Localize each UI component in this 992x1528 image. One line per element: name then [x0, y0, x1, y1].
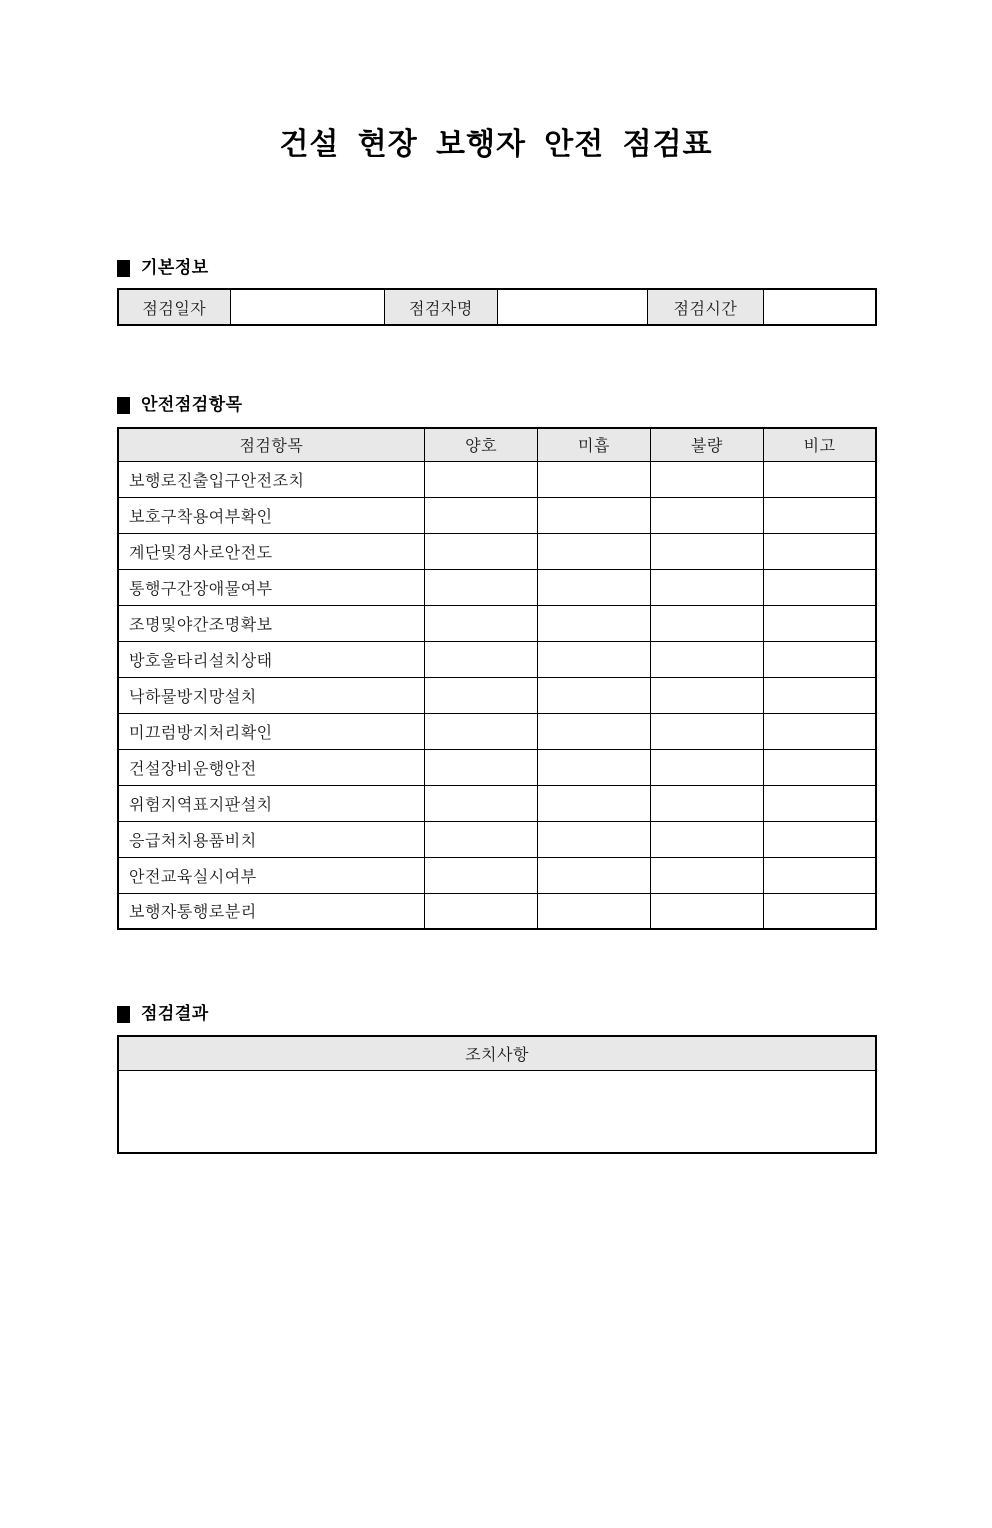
- column-header-item: 점검항목: [118, 428, 424, 461]
- checklist-mark-cell-defective[interactable]: [650, 569, 764, 605]
- section-heading-label: 안전점검항목: [141, 395, 243, 414]
- checklist-mark-cell-good[interactable]: [424, 857, 538, 893]
- checklist-row: [118, 497, 876, 533]
- checklist-mark-cell-remarks[interactable]: [764, 713, 876, 749]
- checklist-row: [118, 857, 876, 893]
- checklist-mark-cell-remarks[interactable]: [764, 749, 876, 785]
- checklist-mark-cell-good[interactable]: [424, 497, 538, 533]
- checklist-mark-cell-defective[interactable]: [650, 605, 764, 641]
- checklist-row: [118, 533, 876, 569]
- checklist-row: [118, 605, 876, 641]
- checklist-mark-cell-defective[interactable]: [650, 857, 764, 893]
- checklist-row: [118, 569, 876, 605]
- page-title: 건설 현장 보행자 안전 점검표: [279, 128, 713, 161]
- document-page: [0, 125, 992, 1528]
- checklist-mark-cell-defective[interactable]: [650, 749, 764, 785]
- safety-checklist-table: [117, 427, 877, 930]
- checklist-mark-cell-insufficient[interactable]: [538, 893, 650, 929]
- square-bullet-icon: [117, 397, 130, 414]
- result-body-row: [118, 1070, 876, 1153]
- column-header-remarks: 비고: [764, 428, 876, 461]
- section-heading-label: 기본정보: [141, 258, 209, 277]
- checklist-mark-cell-good[interactable]: [424, 533, 538, 569]
- checklist-mark-cell-insufficient[interactable]: [538, 641, 650, 677]
- checklist-mark-cell-insufficient[interactable]: [538, 605, 650, 641]
- checklist-mark-cell-insufficient[interactable]: [538, 497, 650, 533]
- checklist-body: [118, 461, 876, 929]
- checklist-mark-cell-insufficient[interactable]: [538, 677, 650, 713]
- section-heading-checklist: [117, 393, 877, 417]
- checklist-item-label: 위험지역표지판설치: [118, 785, 424, 821]
- checklist-mark-cell-defective[interactable]: [650, 713, 764, 749]
- checklist-item-label: 낙하물방지망설치: [118, 677, 424, 713]
- checklist-mark-cell-good[interactable]: [424, 713, 538, 749]
- checklist-mark-cell-good[interactable]: [424, 641, 538, 677]
- checklist-mark-cell-remarks[interactable]: [764, 605, 876, 641]
- checklist-mark-cell-remarks[interactable]: [764, 461, 876, 497]
- square-bullet-icon: [117, 1006, 130, 1023]
- checklist-mark-cell-defective[interactable]: [650, 461, 764, 497]
- checklist-mark-cell-defective[interactable]: [650, 497, 764, 533]
- basic-info-row: [118, 289, 876, 325]
- checklist-row: [118, 713, 876, 749]
- checklist-mark-cell-good[interactable]: [424, 677, 538, 713]
- checklist-mark-cell-insufficient[interactable]: [538, 749, 650, 785]
- inspection-time-field[interactable]: [763, 289, 876, 325]
- checklist-mark-cell-defective[interactable]: [650, 677, 764, 713]
- checklist-mark-cell-remarks[interactable]: [764, 497, 876, 533]
- checklist-item-label: 조명및야간조명확보: [118, 605, 424, 641]
- checklist-mark-cell-good[interactable]: [424, 461, 538, 497]
- column-header-good: 양호: [424, 428, 538, 461]
- actions-header: 조치사항: [118, 1036, 876, 1070]
- checklist-item-label: 미끄럼방지처리확인: [118, 713, 424, 749]
- checklist-mark-cell-good[interactable]: [424, 821, 538, 857]
- checklist-mark-cell-remarks[interactable]: [764, 893, 876, 929]
- column-header-insufficient: 미흡: [538, 428, 650, 461]
- checklist-mark-cell-insufficient[interactable]: [538, 569, 650, 605]
- checklist-item-label: 방호울타리설치상태: [118, 641, 424, 677]
- checklist-mark-cell-insufficient[interactable]: [538, 713, 650, 749]
- checklist-item-label: 건설장비운행안전: [118, 749, 424, 785]
- checklist-mark-cell-defective[interactable]: [650, 641, 764, 677]
- checklist-row: [118, 893, 876, 929]
- checklist-mark-cell-remarks[interactable]: [764, 857, 876, 893]
- inspector-name-field[interactable]: [498, 289, 648, 325]
- checklist-mark-cell-insufficient[interactable]: [538, 857, 650, 893]
- checklist-row: [118, 785, 876, 821]
- checklist-mark-cell-defective[interactable]: [650, 785, 764, 821]
- inspector-name-label: 점검자명: [384, 289, 498, 325]
- square-bullet-icon: [117, 260, 130, 277]
- section-heading-basic-info: [117, 256, 877, 280]
- checklist-row: [118, 461, 876, 497]
- checklist-mark-cell-defective[interactable]: [650, 821, 764, 857]
- checklist-mark-cell-insufficient[interactable]: [538, 785, 650, 821]
- checklist-mark-cell-good[interactable]: [424, 605, 538, 641]
- checklist-mark-cell-remarks[interactable]: [764, 641, 876, 677]
- checklist-mark-cell-remarks[interactable]: [764, 677, 876, 713]
- inspection-time-label: 점검시간: [648, 289, 763, 325]
- result-table: [117, 1035, 877, 1154]
- checklist-item-label: 계단및경사로안전도: [118, 533, 424, 569]
- checklist-mark-cell-good[interactable]: [424, 749, 538, 785]
- checklist-item-label: 보행자통행로분리: [118, 893, 424, 929]
- checklist-item-label: 응급처치용품비치: [118, 821, 424, 857]
- inspection-date-field[interactable]: [230, 289, 384, 325]
- checklist-header-row: [118, 428, 876, 461]
- inspection-date-label: 점검일자: [118, 289, 230, 325]
- checklist-mark-cell-remarks[interactable]: [764, 821, 876, 857]
- checklist-item-label: 보행로진출입구안전조치: [118, 461, 424, 497]
- checklist-mark-cell-insufficient[interactable]: [538, 821, 650, 857]
- checklist-mark-cell-remarks[interactable]: [764, 785, 876, 821]
- column-header-defective: 불량: [650, 428, 764, 461]
- checklist-mark-cell-insufficient[interactable]: [538, 533, 650, 569]
- checklist-mark-cell-good[interactable]: [424, 569, 538, 605]
- checklist-row: [118, 821, 876, 857]
- checklist-row: [118, 677, 876, 713]
- basic-info-table: [117, 288, 877, 326]
- checklist-mark-cell-insufficient[interactable]: [538, 461, 650, 497]
- actions-input-area[interactable]: [118, 1070, 876, 1153]
- checklist-mark-cell-good[interactable]: [424, 785, 538, 821]
- checklist-row: [118, 749, 876, 785]
- section-heading-result: [117, 1002, 877, 1026]
- checklist-row: [118, 641, 876, 677]
- checklist-mark-cell-remarks[interactable]: [764, 569, 876, 605]
- checklist-mark-cell-defective[interactable]: [650, 533, 764, 569]
- checklist-item-label: 안전교육실시여부: [118, 857, 424, 893]
- checklist-mark-cell-remarks[interactable]: [764, 533, 876, 569]
- checklist-item-label: 보호구착용여부확인: [118, 497, 424, 533]
- checklist-mark-cell-defective[interactable]: [650, 893, 764, 929]
- checklist-item-label: 통행구간장애물여부: [118, 569, 424, 605]
- result-header-row: [118, 1036, 876, 1070]
- section-heading-label: 점검결과: [141, 1004, 209, 1023]
- checklist-mark-cell-good[interactable]: [424, 893, 538, 929]
